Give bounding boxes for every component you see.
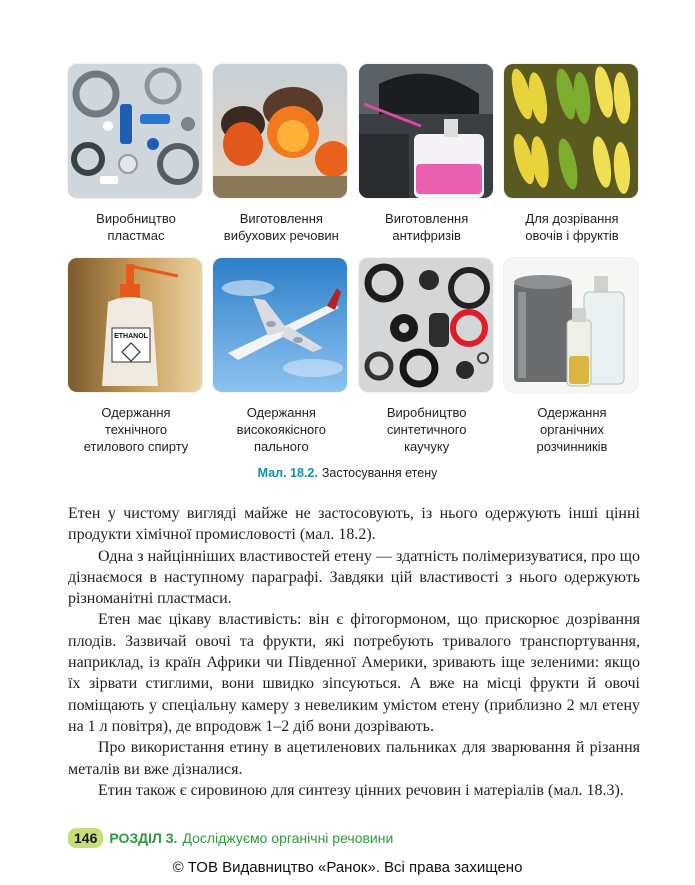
- figure-item: [359, 258, 495, 456]
- copyright-notice: © ТОВ Видавництво «Ранок». Всі права захищено: [172, 859, 523, 876]
- figure-row: [68, 64, 640, 258]
- paragraph: Одна з найцінніших властивостей етену — здатність полімеризуватися, про що дізнаємося в наступному параграфі. Завдяки цій властивості з нього одержують різноманітні пластмаси.: [68, 547, 640, 608]
- plastic-parts-photo: [68, 64, 202, 198]
- figure-caption: Виготовлення вибухових речовин: [223, 211, 339, 243]
- figure-caption: Одержання високоякісного пального: [236, 405, 326, 454]
- paragraph: Етин також є сировиною для синтезу цінних речовин і матеріалів (мал. 18.3).: [98, 781, 624, 799]
- figure-caption-line: [0, 466, 695, 480]
- solvent-containers-photo: [504, 258, 638, 392]
- rubber-parts-photo: [359, 258, 493, 392]
- paragraph: Етен має цікаву властивість: він є фітогормоном, що прискорює дозрівання плодів. Зазвичай овочі та фрукти, які потребують тривалого транспортування, наприклад, із країн Африки чи Південної Америки, зривають іще зеленими: якщо їх зірвати стиглими, вони швидко зіпсуються. А вже на місці фрукти й овочі поміщають у спеціальну камеру з невеликим умістом етену (приблизно 2 мл етену на 1 л повітря), де впродовж 1–2 діб вони дозрівають.: [68, 611, 640, 735]
- section-title: Досліджуємо органічні речовини: [182, 830, 394, 846]
- figure-row: [68, 258, 640, 456]
- figure-caption: Одержання органічних розчинників: [536, 405, 608, 454]
- ethanol-bottle-photo: [68, 258, 202, 392]
- section-label: РОЗДІЛ 3.: [109, 830, 178, 846]
- figure-item: [68, 258, 204, 456]
- figure-caption: Для дозрівання овочів і фруктів: [525, 211, 619, 243]
- figure-number: Мал. 18.2.: [257, 466, 318, 480]
- bananas-photo: [504, 64, 638, 198]
- airplane-photo: [213, 258, 347, 392]
- paragraph: Про використання етину в ацетиленових пальниках для зварювання й різання металів ви вже дізналися.: [68, 739, 640, 778]
- page-number: 146: [68, 828, 103, 848]
- antifreeze-photo: [359, 64, 493, 198]
- bottle-label-text: ETHANOL: [114, 333, 148, 340]
- page-footer: [68, 828, 393, 848]
- figure-item: [213, 258, 349, 456]
- figure-item: [504, 64, 640, 258]
- figure-title: Застосування етену: [321, 466, 438, 480]
- figure-caption: Виробництво пластмас: [96, 211, 176, 243]
- paragraph: Етен у чистому вигляді майже не застосовують, із нього одержують інші цінні продукти хімічної промисловості (мал. 18.2).: [68, 505, 640, 544]
- figure-grid: [68, 64, 640, 456]
- body-text: [68, 503, 640, 801]
- figure-caption: Одержання технічного етилового спирту: [83, 405, 189, 454]
- figure-caption: Виготовлення антифризів: [385, 211, 469, 243]
- figure-item: [68, 64, 204, 258]
- figure-item: [504, 258, 640, 456]
- figure-item: [213, 64, 349, 258]
- figure-item: [359, 64, 495, 258]
- explosion-photo: [213, 64, 347, 198]
- figure-caption: Виробництво синтетичного каучуку: [386, 405, 467, 454]
